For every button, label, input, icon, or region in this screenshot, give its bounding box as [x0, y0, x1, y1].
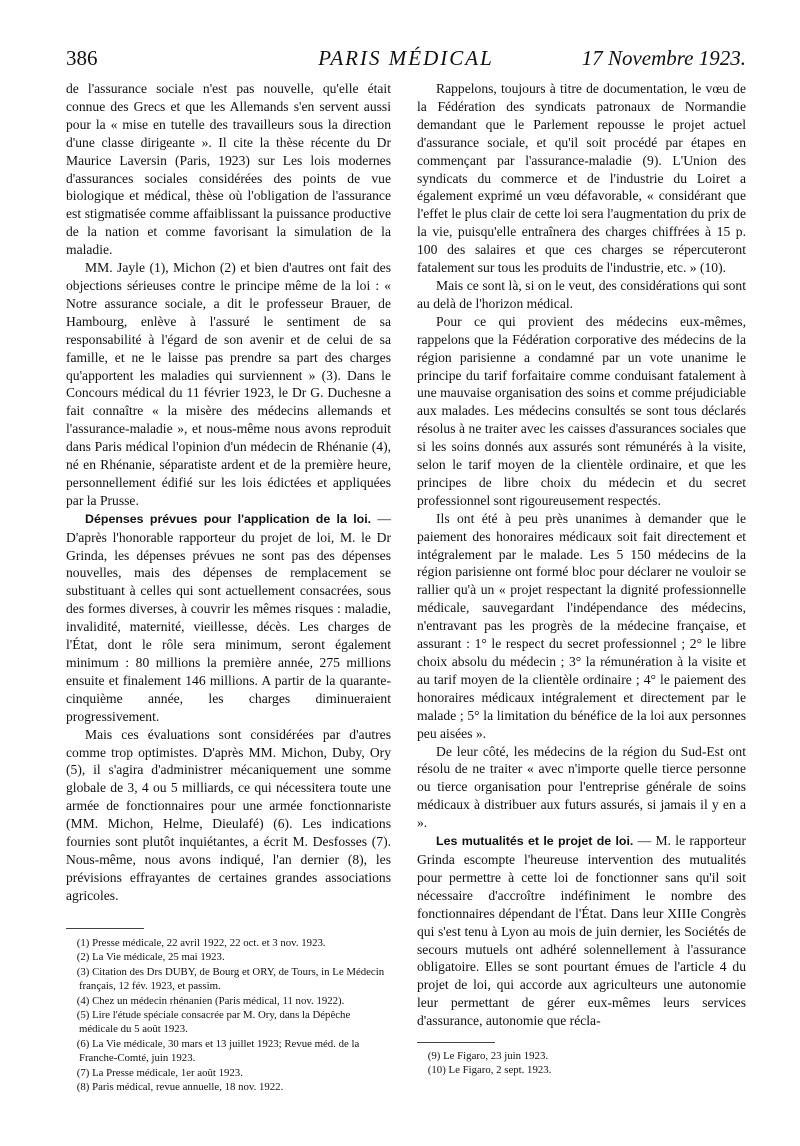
- footnote: (1) Presse médicale, 22 avril 1922, 22 oct. et 3 nov. 1923.: [76, 937, 326, 949]
- right-column: [417, 80, 746, 1030]
- paragraph: Rappelons, toujours à titre de documentation, le vœu de la Fédération des syndicats patronaux de Normandie demandant que le Parlement repousse le projet actuel d'assurance sociale, et qu'il soit procédé par étapes en commençant par l'assurance-maladie (9). L'Union des syndicats du commerce et de l'industrie du Loiret a également exprimé un vœu défavorable, « considérant que l'effet le plus clair de cette loi sera l'augmentation du prix de la vie, puisqu'elle entraînera des charges chiffrées à 15 p. 100 des salaires et que ces charges se répercuteront fatalement sur tous les produits de l'industrie, etc. » (10).: [417, 81, 746, 276]
- footnote: (8) Paris médical, revue annuelle, 18 nov. 1922.: [76, 1081, 284, 1094]
- paragraph: Pour ce qui provient des médecins eux-mêmes, rappelons que la Fédération corporative des médecins de la région parisienne a condamné par un vote unanime le principe du tarif forfaitaire comme conduisant fatalement à une mauvaise organisation des soins et comme préjudiciable aux malades. Les médecins consultés se sont tous déclarés résolus à ne traiter avec les caisses d'assurances sociales que si les soins donnés aux assurés sont rémunérés à la visite, selon le tarif moyen de la clientèle ordinaire, et que les principes de libre choix du médecin et du secret professionnel sont rigoureusement respectés.: [417, 313, 746, 508]
- left-column: [66, 80, 391, 905]
- issue-date: 17 Novembre 1923.: [581, 46, 746, 70]
- section-heading: Les mutualités et le projet de loi.: [436, 834, 634, 849]
- footnote-rule: [66, 928, 144, 929]
- footnote: (2) La Vie médicale, 25 mai 1923.: [76, 951, 225, 964]
- footnote: (6) La Vie médicale, 30 mars et 13 juillet 1923; Revue méd. de la Franche-Comté, juin 1923.: [76, 1037, 360, 1065]
- footnote: (10) Le Figaro, 2 sept. 1923.: [427, 1064, 552, 1077]
- paragraph: MM. Jayle (1), Michon (2) et bien d'autres ont fait des objections sérieuses contre le principe même de la loi : « Notre assurance sociale, a dit le professeur Brauer, de Hambourg, enlève à l'assuré le sentiment de sa responsabilité à l'égard de son avenir et de celui de sa famille, et ne le laisse pas prendre sa part des charges qu'apportent les maladies qui surviennent » (3). Dans le Concours médical du 11 février 1923, le Dr G. Duchesne a fait connaître « la misère des médecins allemands et l'assurance-maladie », et nous-même nous avons reproduit dans Paris médical l'opinion d'un médecin de Rhénanie (4), né en Rhénanie, séparatiste ardent et de la première heure, personnellement édifié sur les lois édictées et appliquées par la Prusse.: [66, 260, 391, 508]
- paragraph: Mais ces évaluations sont considérées par d'autres comme trop optimistes. D'après MM. Michon, Duby, Ory (5), il s'agira d'administrer mécaniquement une somme globale de 3, 4 ou 5 milliards, ce qui nécessitera toute une armée de fonctionnaires pour une armée fonctionnariste (MM. Michon, Helme, Dieulafé) (6). Les indications fournies sont plutôt inquiétantes, a écrit M. Desfosses (7). Nous-même, nous avons indiqué, l'an dernier (8), les prévisions effrayantes de certaines grandes associations agricoles.: [66, 726, 391, 903]
- page-header: [66, 46, 746, 74]
- left-footnotes: [66, 936, 391, 1094]
- paragraph: Mais ce sont là, si on le veut, des considérations qui sont au delà de l'horizon médical.: [417, 277, 746, 311]
- paragraph: [417, 832, 746, 1030]
- right-footnotes: [417, 1049, 746, 1078]
- page-number: 386: [66, 46, 98, 70]
- paragraph: de l'assurance sociale n'est pas nouvelle, qu'elle était connue des Grecs et que les Allemands s'en servent aussi pour la « mise en tutelle des travailleurs sous la direction d'une classe dirigeante ». Il cite la thèse récente du Dr Maurice Laversin (Paris, 1923) sur Les lois modernes d'assurances sociales considérées des points de vue biologique et médical, thèse où l'obligation de l'assurance est stigmatisée comme affaiblissant la puissance productive de la nation et comme favorisant la simulation de la maladie.: [66, 81, 391, 258]
- paragraph: De leur côté, les médecins de la région du Sud-Est ont résolu de ne traiter « avec n'importe quelle tierce personne ou tierce organisation pour l'entreprise générale de soins médicaux à distribuer aux futurs assurés, si jamais il y en a ».: [417, 743, 746, 831]
- footnote: (9) Le Figaro, 23 juin 1923.: [427, 1050, 549, 1062]
- section-heading: Dépenses prévues pour l'application de la loi.: [85, 511, 372, 526]
- footnote: (3) Citation des Drs DUBY, de Bourg et ORY, de Tours, in Le Médecin français, 12 fév. 1923, et passim.: [76, 965, 385, 993]
- footnote: (5) Lire l'étude spéciale consacrée par M. Ory, dans la Dépêche médicale du 5 août 1923.: [76, 1009, 351, 1036]
- footnote: (4) Chez un médecin rhénanien (Paris médical, 11 nov. 1922).: [76, 994, 345, 1007]
- footnote: (7) La Presse médicale, 1er août 1923.: [76, 1066, 243, 1079]
- journal-title: PARIS MÉDICAL: [318, 46, 494, 70]
- footnote-rule: [417, 1042, 495, 1043]
- paragraph-text: — M. le rapporteur Grinda escompte l'heureuse intervention des mutualités pour permettre à cette loi de fonctionner sans qu'il soit nécessaire d'accroître indéfiniment le nombre des fonctionnaires dépendant de l'État. Dans leur XIIIe Congrès qui s'est tenu à Lyon au mois de juin dernier, les Sociétés de secours mutuels ont adhéré solennellement à l'assurance obligatoire. Elles se sont pourtant émues de l'article 4 du projet de loi, qui accorde aux agriculteurs une autonomie leur permettant de gérer eux-mêmes leurs services d'assurance, autonomie que récla-: [417, 833, 746, 1029]
- paragraph: [66, 510, 391, 726]
- paragraph: Ils ont été à peu près unanimes à demander que le paiement des honoraires médicaux soit fait directement et intégralement par le malade. Les 5 150 médecins de la région parisienne ont formé bloc pour déclarer ne vouloir se rallier qu'à un « projet respectant la dignité professionnelle médicale, sauvegardant l'indépendance des médecins, n'entravant pas les progrès de la médecine française, et assurant : 1° le respect du secret professionnel ; 2° le libre choix absolu du médecin ; 3° la rémunération à la visite et au tarif moyen de la clientèle ordinaire ; 4° le paiement des honoraires médicaux intégralement et directement par le malade ; 5° la limitation du bénéfice de la loi aux personnes peu aisées ».: [417, 510, 746, 741]
- paragraph-text: — D'après l'honorable rapporteur du projet de loi, M. le Dr Grinda, les dépenses prévues ne sont pas des dépenses nouvelles, mais des dépenses de remplacement se substituant à celles qui sont actuellement consacrées, sous des formes diverses, à couvrir les mêmes risques : maladie, invalidité, maternité, vieillesse, décès. Les charges de l'État, dont le rôle sera minimum, seront également minimum : 80 millions la première année, 275 millions ensuite et finalement 146 millions. A partir de la quarante-cinquième année, les charges diminueraient progressivement.: [66, 510, 391, 724]
